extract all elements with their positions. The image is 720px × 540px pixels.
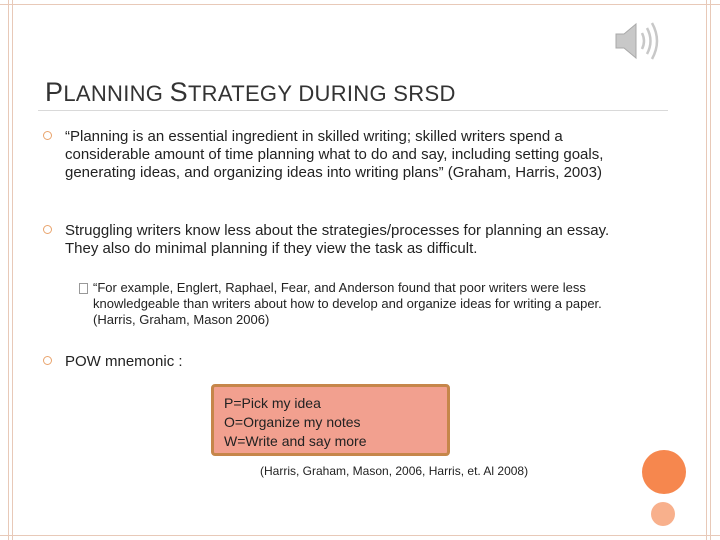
speaker-icon[interactable] [612,18,664,64]
bullet-quote-graham: “Planning is an essential ingredient in skilled writing; skilled writers spend a considerable amount of time planning what to do and say, including setting goals, generating ideas, and organizing ideas into writing plans” (Graham, Harris, 2003) [65,128,604,181]
bullet-pow-mnemonic: POW mnemonic : [65,353,183,370]
left-frame-line-inner [12,0,13,540]
decorative-circle-small [651,502,675,526]
mnemonic-line-w: W=Write and say more [224,433,367,449]
right-frame-line-inner [710,0,711,540]
mnemonic-line-p: P=Pick my idea [224,395,321,411]
citation: (Harris, Graham, Mason, 2006, Harris, et. Al 2008) [260,464,529,478]
decorative-circle-large [642,450,686,494]
circle-bullet-icon [43,131,52,140]
left-frame-line [8,0,9,540]
square-bullet-icon [79,283,88,294]
title-part-2: TRATEGY DURING SRSD [187,81,456,106]
circle-bullet-icon [43,225,52,234]
title-divider [38,110,668,111]
circle-bullet-icon [43,356,52,365]
top-frame-line [0,4,720,5]
title-initial-s: S [169,77,188,107]
right-frame-line [706,0,707,540]
title-initial-p: P [45,77,64,107]
mnemonic-box [211,384,450,456]
bottom-frame-line [0,535,720,536]
bullet-struggling-writers: Struggling writers know less about the strategies/processes for planning an essay. They also do minimal planning if they view the task as difficult. [65,222,610,257]
slide-title [45,77,456,108]
title-part-1: LANNING [63,81,170,106]
mnemonic-line-o: O=Organize my notes [224,414,361,430]
sub-bullet-englert: “For example, Englert, Raphael, Fear, and Anderson found that poor writers were less knowledgeable than writers about how to develop and organize ideas for writing a paper. (Harris, Graham, Mason 2006) [93,280,602,327]
